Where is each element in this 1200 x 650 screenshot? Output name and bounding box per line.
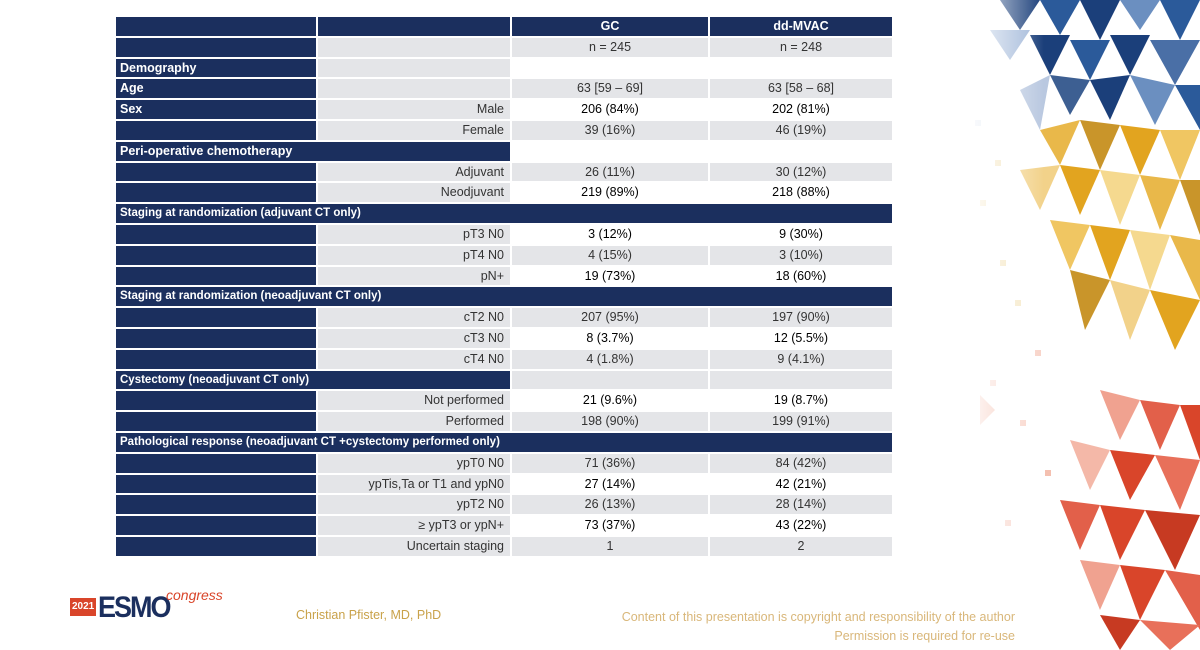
row-pnplus-sub: pN+	[318, 267, 510, 286]
row-ct3n0-label	[116, 329, 316, 348]
row-uncertain-gc: 1	[512, 537, 708, 556]
section-cystectomy: Cystectomy (neoadjuvant CT only)	[116, 371, 510, 390]
copyright-notice	[595, 608, 1015, 646]
row-adjuvant-label	[116, 163, 316, 182]
column-header-gc: GC	[512, 17, 708, 36]
row-pt4n0-gc: 4 (15%)	[512, 246, 708, 265]
row-sex-female-sub: Female	[318, 121, 510, 140]
row-ypt0n0-gc: 71 (36%)	[512, 454, 708, 473]
demography-ddmvac	[710, 59, 892, 78]
cystectomy-gc	[512, 371, 708, 390]
row-uncertain-ddmvac: 2	[710, 537, 892, 556]
row-adjuvant-ddmvac: 30 (12%)	[710, 163, 892, 182]
row-ypt3-sub: ≥ ypT3 or ypN+	[318, 516, 510, 535]
logo-year: 2021	[70, 598, 96, 616]
row-sex-male-gc: 206 (84%)	[512, 100, 708, 119]
row-pt3n0-gc: 3 (12%)	[512, 225, 708, 244]
row-ypt2n0-ddmvac: 28 (14%)	[710, 495, 892, 514]
row-ypt0n0-label	[116, 454, 316, 473]
row-uncertain-sub: Uncertain staging	[318, 537, 510, 556]
logo-congress: congress	[166, 587, 223, 603]
row-age-ddmvac: 63 [58 – 68]	[710, 79, 892, 98]
row-pt3n0-ddmvac: 9 (30%)	[710, 225, 892, 244]
row-neoadjuvant-sub: Neodjuvant	[318, 183, 510, 202]
row-not-performed-gc: 21 (9.6%)	[512, 391, 708, 410]
row-ct2n0-sub: cT2 N0	[318, 308, 510, 327]
esmo-congress-logo	[70, 588, 230, 628]
copyright-line-2: Permission is required for re-use	[834, 629, 1015, 643]
row-ct2n0-gc: 207 (95%)	[512, 308, 708, 327]
row-adjuvant-sub: Adjuvant	[318, 163, 510, 182]
copyright-line-1: Content of this presentation is copyright and responsibility of the author	[621, 610, 1015, 624]
n-gc: n = 245	[512, 38, 708, 57]
periop-gc	[512, 142, 708, 161]
row-ypt2n0-sub: ypT2 N0	[318, 495, 510, 514]
row-sex-male-sub: Male	[318, 100, 510, 119]
row-ct3n0-sub: cT3 N0	[318, 329, 510, 348]
row-sex-label: Sex	[116, 100, 316, 119]
row-not-performed-label	[116, 391, 316, 410]
n-row-sub	[318, 38, 510, 57]
mosaic-decoration-icon	[960, 0, 1200, 650]
row-performed-sub: Performed	[318, 412, 510, 431]
row-pnplus-label	[116, 267, 316, 286]
row-ypt2n0-label	[116, 495, 316, 514]
baseline-characteristics-table	[116, 17, 892, 556]
row-neoadjuvant-gc: 219 (89%)	[512, 183, 708, 202]
row-ypt2n0-gc: 26 (13%)	[512, 495, 708, 514]
row-pt4n0-ddmvac: 3 (10%)	[710, 246, 892, 265]
row-uncertain-label	[116, 537, 316, 556]
row-age-label: Age	[116, 79, 316, 98]
row-pnplus-ddmvac: 18 (60%)	[710, 267, 892, 286]
row-ct2n0-ddmvac: 197 (90%)	[710, 308, 892, 327]
header-blank-1	[116, 17, 316, 36]
row-yptis-label	[116, 475, 316, 494]
row-sex-male-ddmvac: 202 (81%)	[710, 100, 892, 119]
section-demography: Demography	[116, 59, 316, 78]
n-ddmvac: n = 248	[710, 38, 892, 57]
row-pt4n0-sub: pT4 N0	[318, 246, 510, 265]
mosaic-decoration	[960, 0, 1200, 650]
row-age-sub	[318, 79, 510, 98]
row-ct4n0-ddmvac: 9 (4.1%)	[710, 350, 892, 369]
row-performed-gc: 198 (90%)	[512, 412, 708, 431]
demography-gc	[512, 59, 708, 78]
row-ct4n0-gc: 4 (1.8%)	[512, 350, 708, 369]
periop-ddmvac	[710, 142, 892, 161]
row-yptis-sub: ypTis,Ta or T1 and ypN0	[318, 475, 510, 494]
row-pt4n0-label	[116, 246, 316, 265]
row-ypt3-gc: 73 (37%)	[512, 516, 708, 535]
section-staging-adjuvant: Staging at randomization (adjuvant CT only)	[116, 204, 892, 223]
row-performed-ddmvac: 199 (91%)	[710, 412, 892, 431]
row-not-performed-sub: Not performed	[318, 391, 510, 410]
n-row-label	[116, 38, 316, 57]
row-age-gc: 63 [59 – 69]	[512, 79, 708, 98]
row-sex-female-label	[116, 121, 316, 140]
row-sex-female-ddmvac: 46 (19%)	[710, 121, 892, 140]
row-ypt0n0-sub: ypT0 N0	[318, 454, 510, 473]
row-pt3n0-sub: pT3 N0	[318, 225, 510, 244]
row-pnplus-gc: 19 (73%)	[512, 267, 708, 286]
column-header-ddmvac: dd-MVAC	[710, 17, 892, 36]
row-yptis-ddmvac: 42 (21%)	[710, 475, 892, 494]
row-ct4n0-sub: cT4 N0	[318, 350, 510, 369]
section-staging-neoadjuvant: Staging at randomization (neoadjuvant CT only)	[116, 287, 892, 306]
row-ct3n0-ddmvac: 12 (5.5%)	[710, 329, 892, 348]
row-neoadjuvant-ddmvac: 218 (88%)	[710, 183, 892, 202]
section-pathological-response: Pathological response (neoadjuvant CT +cystectomy performed only)	[116, 433, 892, 452]
row-ct4n0-label	[116, 350, 316, 369]
cystectomy-ddmvac	[710, 371, 892, 390]
demography-sub	[318, 59, 510, 78]
row-neoadjuvant-label	[116, 183, 316, 202]
row-adjuvant-gc: 26 (11%)	[512, 163, 708, 182]
row-ypt3-label	[116, 516, 316, 535]
logo-esmo: ESMO	[98, 590, 170, 624]
section-periop: Peri-operative chemotherapy	[116, 142, 510, 161]
header-blank-2	[318, 17, 510, 36]
row-ypt0n0-ddmvac: 84 (42%)	[710, 454, 892, 473]
author-name: Christian Pfister, MD, PhD	[296, 608, 442, 622]
row-ypt3-ddmvac: 43 (22%)	[710, 516, 892, 535]
row-not-performed-ddmvac: 19 (8.7%)	[710, 391, 892, 410]
row-pt3n0-label	[116, 225, 316, 244]
row-ct2n0-label	[116, 308, 316, 327]
row-ct3n0-gc: 8 (3.7%)	[512, 329, 708, 348]
row-yptis-gc: 27 (14%)	[512, 475, 708, 494]
row-sex-female-gc: 39 (16%)	[512, 121, 708, 140]
row-performed-label	[116, 412, 316, 431]
